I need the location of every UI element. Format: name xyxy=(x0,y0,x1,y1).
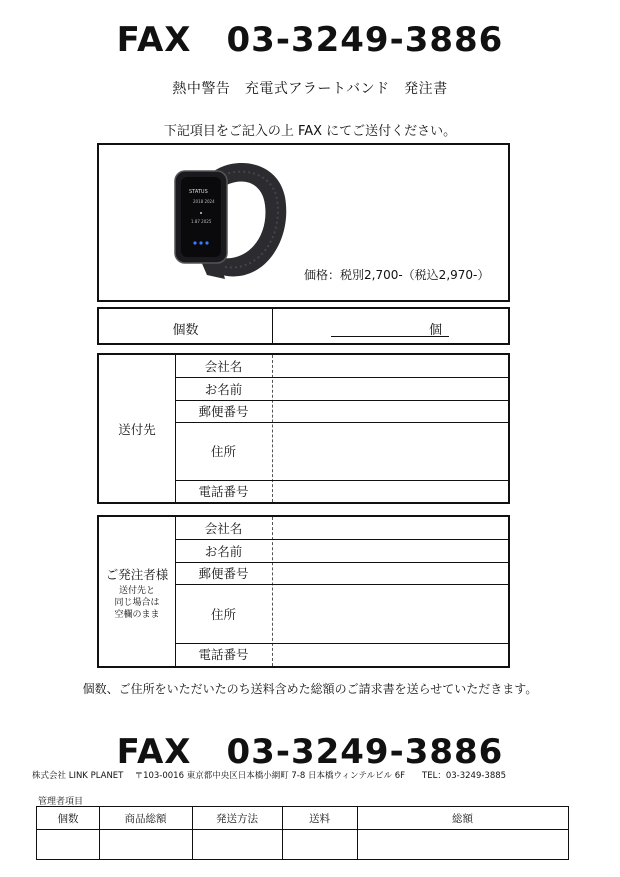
quantity-unit: 個 xyxy=(429,323,443,338)
admin-col-subtotal: 商品総額 xyxy=(124,812,167,825)
product-box xyxy=(97,143,510,302)
orderer-heading: ご発注者様 xyxy=(105,567,169,582)
orderer-company-label: 会社名 xyxy=(204,521,243,536)
orderer-note-line-3: 空欄のまま xyxy=(114,610,160,620)
company-info: 株式会社 LINK PLANET 〒103-0016 東京都中央区日本橋小網町 7-8 日本橋ウィンテルビル 6F TEL：03-3249-3885 xyxy=(32,771,507,781)
ship-to-name-field[interactable] xyxy=(274,377,508,400)
ship-to-heading: 送付先 xyxy=(118,421,156,437)
document-title: 熱中警告 充電式アラートバンド 発注書 xyxy=(172,81,448,97)
quantity-box xyxy=(97,307,510,345)
ship-to-phone-label: 電話番号 xyxy=(198,484,249,499)
ship-to-company-field[interactable] xyxy=(274,355,508,377)
orderer-company-field[interactable] xyxy=(274,517,508,539)
ship-to-address-field[interactable] xyxy=(274,422,508,480)
orderer-box xyxy=(97,515,510,668)
orderer-phone-field[interactable] xyxy=(274,643,508,665)
orderer-heading-block xyxy=(99,565,175,621)
ship-to-company-label: 会社名 xyxy=(204,359,243,374)
admin-col-quantity: 個数 xyxy=(57,812,79,825)
instruction-text: 下記項目をご記入の上 FAX にてご送付ください。 xyxy=(163,124,457,139)
orderer-address-field[interactable] xyxy=(274,584,508,643)
admin-col-shipping-fee: 送料 xyxy=(309,812,330,825)
admin-table xyxy=(36,806,569,860)
svg-text:STATUS: STATUS xyxy=(189,189,208,195)
admin-col-total: 総額 xyxy=(452,812,473,825)
ship-to-name-label: お名前 xyxy=(204,381,243,397)
fax-number-header: FAX 03-3249-3886 xyxy=(116,20,504,60)
orderer-name-label: お名前 xyxy=(204,543,243,559)
orderer-postal-label: 郵便番号 xyxy=(198,566,249,581)
svg-text:1.87 2025: 1.87 2025 xyxy=(191,219,212,224)
ship-to-address-label: 住所 xyxy=(210,444,236,459)
ship-to-postal-field[interactable] xyxy=(274,400,508,422)
svg-text:2018 2024: 2018 2024 xyxy=(193,199,215,204)
orderer-note-line-2: 同じ場合は xyxy=(114,598,160,608)
orderer-postal-field[interactable] xyxy=(274,562,508,584)
price-label: 価格：税別2,700-（税込2,970-） xyxy=(304,268,490,282)
orderer-name-field[interactable] xyxy=(274,539,508,562)
orderer-note-line-1: 送付先と xyxy=(118,586,155,596)
admin-col-shipping-method: 発送方法 xyxy=(216,812,258,825)
fax-number-footer: FAX 03-3249-3886 xyxy=(116,732,504,772)
smart-band-image xyxy=(167,157,292,287)
orderer-address-label: 住所 xyxy=(210,606,236,622)
quantity-label: 個数 xyxy=(172,323,199,338)
ship-to-box xyxy=(97,353,510,504)
ship-to-phone-field[interactable] xyxy=(274,480,508,502)
orderer-phone-label: 電話番号 xyxy=(198,647,249,662)
admin-title: 管理者項目 xyxy=(38,797,84,807)
quantity-divider xyxy=(272,309,273,343)
invoice-note: 個数、ご住所をいただいたのち送料含めた総額のご請求書を送らせていただきます。 xyxy=(82,682,538,696)
ship-to-postal-label: 郵便番号 xyxy=(198,404,249,419)
